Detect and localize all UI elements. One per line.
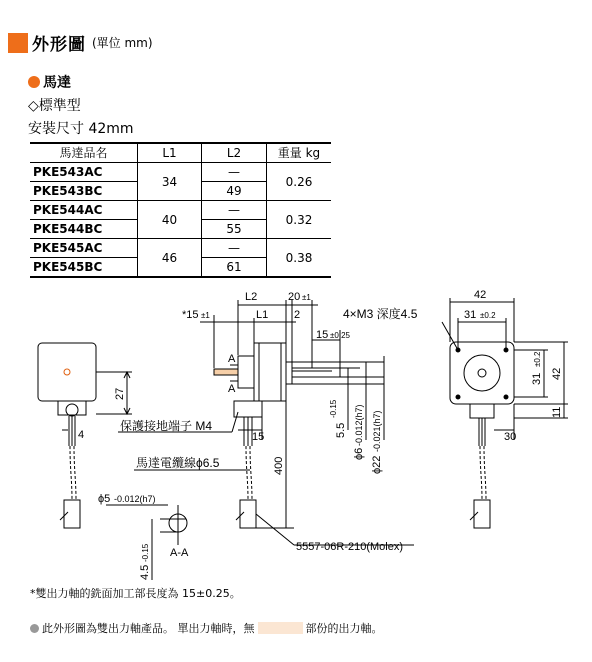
dim-4: 4 [78, 429, 85, 441]
header-l2: L2 [202, 143, 267, 163]
footnote-shaft: *雙出力軸的銑面加工部長度為 15±0.25。 [30, 587, 241, 600]
note2-text-b: 部份的出力軸。 [305, 622, 383, 635]
dim-400: 400 [273, 456, 285, 475]
motor-side-body [38, 343, 96, 401]
l2-cell: 49 [202, 182, 267, 201]
dim-15c: 15 [252, 431, 265, 443]
model-cell: PKE545BC [30, 258, 138, 278]
terminal-end-view [470, 404, 494, 418]
dim-phi6-tol: -0.012(h7) [354, 404, 364, 446]
dim-l1: L1 [256, 309, 269, 321]
ground-terminal-block [58, 401, 86, 415]
dim-42-top: 42 [474, 289, 487, 301]
weight-cell: 0.38 [267, 239, 332, 278]
header-l1: L1 [138, 143, 202, 163]
holes-label: 4×M3 深度4.5 [343, 307, 418, 321]
header-model: 馬達品名 [30, 143, 138, 163]
rear-shaft-highlight [214, 369, 238, 375]
section-subtitle: ◇標準型 [28, 98, 81, 114]
shaft-end [478, 369, 486, 377]
front-flange [238, 356, 254, 388]
dim-15-star: *15 [182, 309, 199, 321]
dim-30: 30 [504, 431, 517, 443]
weight-cell: 0.32 [267, 201, 332, 239]
dim-4-5: 4.5 [139, 564, 151, 580]
dim-5-5-tol: -0.15 [329, 399, 338, 418]
l1-cell: 40 [138, 201, 202, 239]
footnote-single-shaft [30, 620, 383, 636]
dim-2: 2 [294, 309, 301, 321]
pilot-boss [286, 362, 292, 384]
shaft-center-mark [64, 369, 70, 375]
dim-phi22-tol: -0.021(h7) [372, 410, 382, 452]
cable-label: 馬達電纜線ϕ6.5 [136, 456, 220, 470]
pilot-circle [464, 355, 500, 391]
dim-11: 11 [551, 406, 563, 418]
model-cell: PKE544AC [30, 201, 138, 220]
l2-cell: 61 [202, 258, 267, 278]
page-title: 外形圖 [32, 35, 86, 55]
model-cell: PKE543BC [30, 182, 138, 201]
ground-screw-icon [66, 404, 78, 416]
header-weight: 重量 kg [267, 143, 332, 163]
l1-cell: 34 [138, 163, 202, 201]
dim-phi5-tol: -0.012(h7) [114, 494, 156, 504]
model-cell: PKE544BC [30, 220, 138, 239]
l2-cell: — [202, 239, 267, 258]
dim-15b: 15 [316, 329, 329, 341]
dim-4-5-tol: -0.15 [141, 543, 150, 562]
dim-31-side-tol: ±0.2 [533, 351, 542, 367]
weight-cell: 0.26 [267, 163, 332, 201]
size-label: 安裝尺寸 42mm [28, 121, 134, 137]
dim-5-5: 5.5 [335, 422, 347, 438]
section-mark-a-bottom: A [228, 383, 236, 395]
model-cell: PKE545AC [30, 239, 138, 258]
dim-phi5: ϕ5 [98, 493, 111, 505]
ground-terminal-label: 保護接地端子 M4 [120, 419, 213, 433]
section-mark-a-top: A [228, 353, 236, 365]
dim-31-top: 31 [464, 309, 477, 321]
dim-20-tol: ±1 [302, 293, 311, 302]
unit-label: (單位 mm) [92, 36, 153, 50]
connector-label: 5557-06R-210(Molex) [296, 541, 403, 553]
l2-cell: — [202, 163, 267, 182]
dim-27: 27 [114, 387, 126, 400]
highlight-swatch [258, 622, 303, 634]
dim-15-tol: ±1 [201, 311, 210, 320]
dim-phi22: ϕ22 [371, 455, 383, 474]
ground-terminal-center [234, 401, 262, 417]
model-cell: PKE543AC [30, 163, 138, 182]
dim-phi6: ϕ6 [353, 447, 365, 460]
dim-31-tol: ±0.2 [480, 311, 496, 320]
dim-20: 20 [288, 291, 301, 303]
dim-l2: L2 [245, 291, 258, 303]
l2-cell: 55 [202, 220, 267, 239]
section-aa-label: A-A [170, 547, 189, 559]
dim-15b-tol: ±0.25 [330, 331, 350, 340]
note-bullet-icon [30, 624, 39, 633]
dim-31-side: 31 [531, 372, 543, 385]
l2-cell: — [202, 201, 267, 220]
section-title: 馬達 [43, 75, 71, 91]
note2-text-a: 此外形圖為雙出力軸產品。 單出力軸時，無 [42, 622, 255, 635]
dim-42-side: 42 [551, 367, 563, 380]
output-shaft [292, 368, 340, 377]
l1-cell: 46 [138, 239, 202, 278]
